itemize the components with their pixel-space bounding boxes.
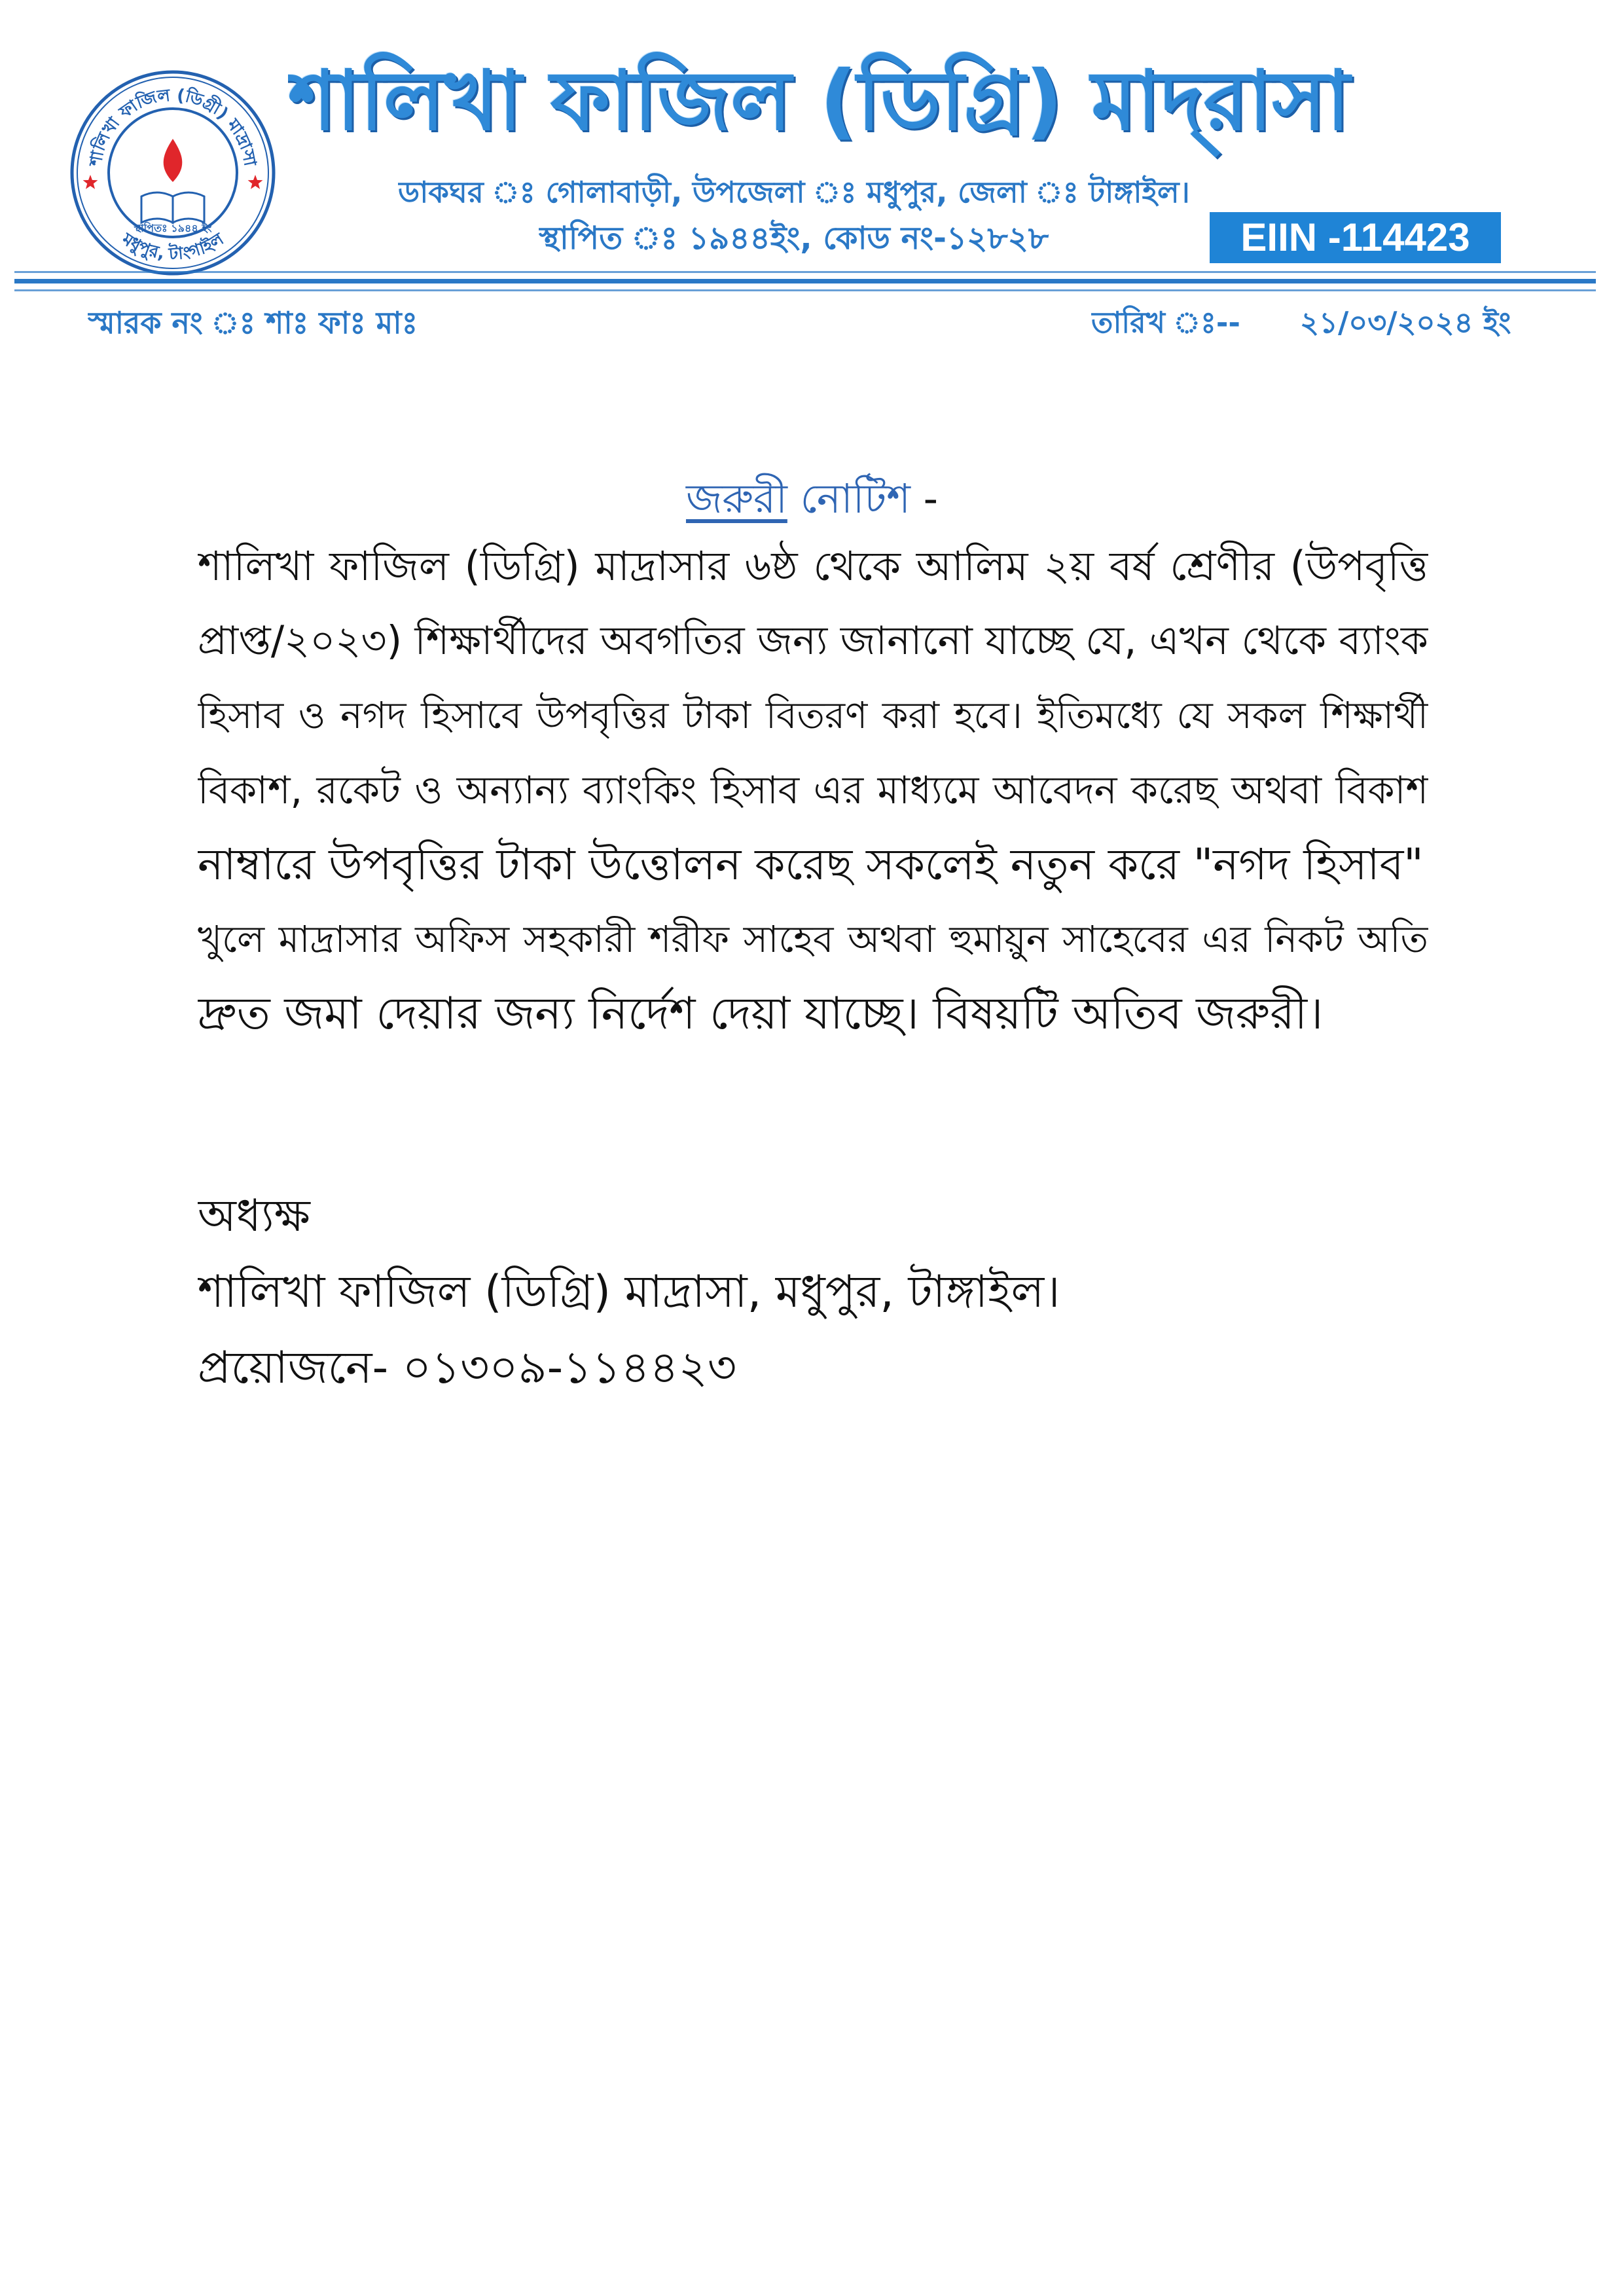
seal-book-left-page-icon — [141, 192, 173, 223]
notice-body-line: দ্রুত জমা দেয়ার জন্য নির্দেশ দেয়া যাচ্ছে। বিষয়টি অতিব জরুরী। — [198, 988, 1324, 1040]
date-value: ২১/০৩/২০২৪ ইং — [1300, 306, 1511, 340]
notice-body-line: শালিখা ফাজিল (ডিগ্রি) মাদ্রাসার ৬ষ্ঠ থেকে আলিম ২য় বর্ষ শ্রেণীর (উপবৃত্তি — [198, 542, 1428, 590]
header-divider-thin-bottom — [14, 289, 1596, 291]
institution-address: ডাকঘর ঃ গোলাবাড়ী, উপজেলা ঃ মধুপুর, জেলা ঃ টাঙ্গাইল। — [398, 175, 1190, 210]
seal-established-text: স্থাপিতঃ ১৯৪৪ ইং — [134, 222, 212, 234]
signatory-institution: শালিখা ফাজিল (ডিগ্রি) মাদ্রাসা, মধুপুর, টাঙ্গাইল। — [198, 1266, 1060, 1318]
contact-number: প্রয়োজনে- ০১৩০৯-১১৪৪২৩ — [198, 1342, 737, 1394]
notice-heading — [0, 473, 1624, 525]
eiin-badge: EIIN -114423 — [1210, 212, 1501, 263]
memo-number-label: স্মারক নং ঃ শাঃ ফাঃ মাঃ — [88, 305, 418, 340]
notice-body-line: খুলে মাদ্রাসার অফিস সহকারী শরীফ সাহেব অথবা হুমায়ুন সাহেবের এর নিকট অতি — [198, 918, 1428, 961]
signatory-title: অধ্যক্ষ — [198, 1190, 310, 1242]
notice-heading-dash: - — [923, 475, 939, 522]
notice-body-line: হিসাব ও নগদ হিসাবে উপবৃত্তির টাকা বিতরণ করা হবে। ইতিমধ্যে যে সকল শিক্ষার্থী — [198, 694, 1428, 737]
seal-ring-text-top: শালিখা ফাজিল (ডিগ্রী) মাদ্রাসা — [86, 85, 260, 168]
header-divider-thick — [14, 279, 1596, 283]
signature-block — [198, 1178, 1180, 1406]
seal-graphic — [68, 68, 278, 278]
notice-heading-urgent: জরুরী — [685, 475, 787, 522]
notice-body-line: নাম্বারে উপবৃত্তির টাকা উত্তোলন করেছ সকলেই নতুন করে "নগদ হিসাব" — [198, 839, 1424, 890]
notice-body — [198, 529, 1428, 1051]
seal-ring-text-bottom: মধুপুর, টাংগাইল — [118, 229, 228, 264]
madrasa-seal-logo — [68, 68, 278, 278]
notice-body-line: প্রাপ্ত/২০২৩) শিক্ষার্থীদের অবগতির জন্য জানানো যাচ্ছে যে, এখন থেকে ব্যাংক — [198, 618, 1428, 664]
notice-heading-notice: নোটিশ — [800, 475, 911, 522]
notice-body-line: বিকাশ, রকেট ও অন্যান্য ব্যাংকিং হিসাব এর মাধ্যমে আবেদন করেছ অথবা বিকাশ — [198, 768, 1428, 812]
date-label: তারিখ ঃ-- — [1091, 306, 1240, 340]
institution-name-title: শালিখা ফাজিল (ডিগ্রি) মাদ্‌রাসা — [288, 54, 1350, 149]
seal-book-right-page-icon — [173, 192, 204, 223]
header-divider-thin-top — [14, 271, 1596, 273]
established-and-code: স্থাপিত ঃ ১৯৪৪ইং, কোড নং-১২৮২৮ — [539, 220, 1049, 257]
